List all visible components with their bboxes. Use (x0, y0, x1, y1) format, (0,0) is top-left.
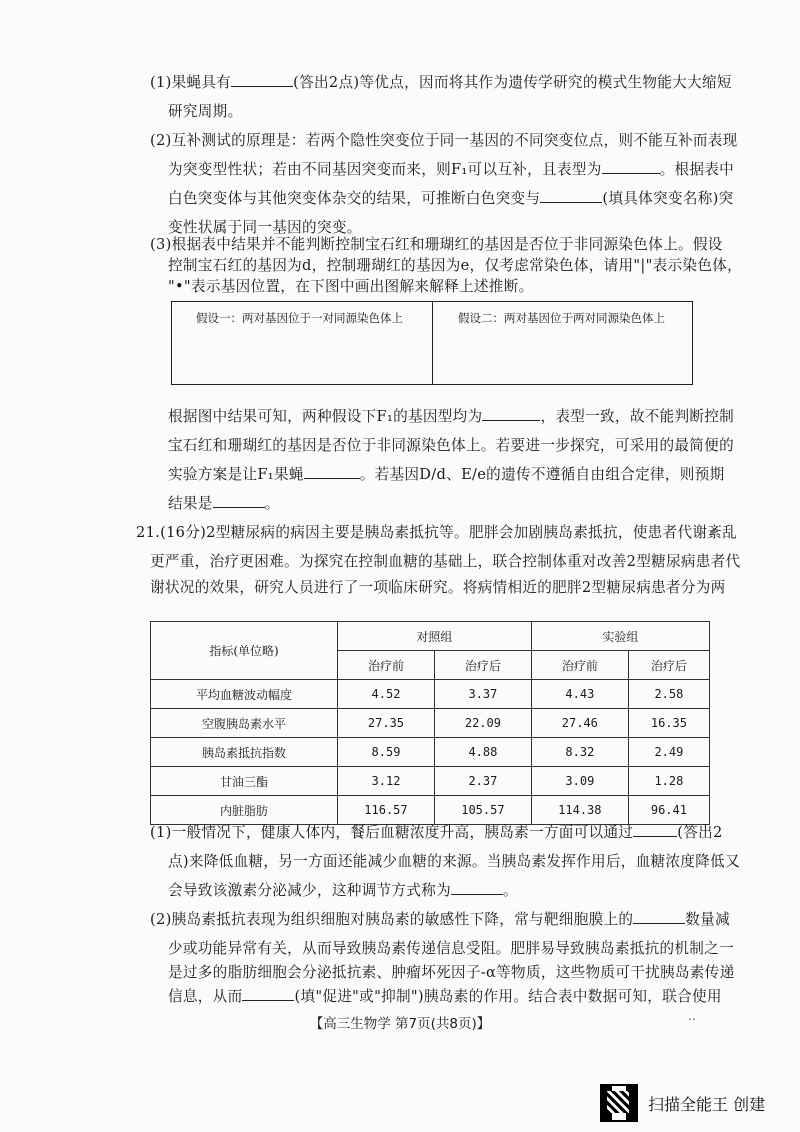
hypothesis-one-cell[interactable] (172, 302, 433, 384)
q21-part1-line1: (1)一般情况下，健康人体内，餐后血糖浓度升高，胰岛素一方面可以通过 (答出2 (150, 818, 710, 847)
cell-value: 8.32 (531, 738, 628, 767)
q21-part2-line4: 信息，从而 (填"促进"或"抑制")胰岛素的作用。结合表中数据可知，联合使用 (168, 982, 728, 1011)
q20-part3-line7: 结果是 。 (168, 489, 728, 518)
scanner-label: 扫描全能王 创建 (648, 1094, 766, 1114)
cell-value: 1.28 (628, 767, 709, 796)
table-header-experiment: 实验组 (531, 622, 709, 651)
q20-part3-line2: 控制宝石红的基因为d，控制珊瑚红的基因为e，仅考虑常染色体，请用"|"表示染色体， (168, 257, 742, 274)
q20-part3-line4: 根据图中结果可知，两种假设下F₁的基因型均为 ，表型一致，故不能判断控制 (168, 402, 728, 431)
cell-value: 114.38 (531, 796, 628, 825)
cell-value: 2.37 (434, 767, 531, 796)
cell-value: 8.59 (338, 738, 435, 767)
cell-value: 27.35 (338, 709, 435, 738)
table-header-before: 治疗前 (531, 651, 628, 680)
scanner-watermark (600, 1084, 765, 1122)
cell-value: 4.43 (531, 680, 628, 709)
q21-stem-line2: 更严重，治疗更困难。为探究在控制血糖的基础上，联合控制体重对改善2型糖尿病患者代 (150, 553, 741, 570)
answer-blank[interactable] (633, 820, 677, 837)
answer-blank[interactable] (304, 462, 360, 479)
row-label: 空腹胰岛素水平 (151, 709, 338, 738)
hypothesis-drawing-box (171, 301, 693, 385)
answer-blank[interactable] (602, 157, 660, 174)
table-row (151, 738, 710, 767)
q21-part1-line2: 点)来降低血糖，另一方面还能减少血糖的来源。当胰岛素发挥作用后，血糖浓度降低又 (168, 853, 740, 870)
q20-part3-line5: 宝石红和珊瑚红的基因是否位于非同源染色体上。若要进一步探究，可采用的最简便的 (168, 437, 734, 454)
cell-value: 2.49 (628, 738, 709, 767)
table-header-index: 指标(单位略) (151, 622, 338, 680)
row-label: 平均血糖波动幅度 (151, 680, 338, 709)
cell-value: 3.37 (434, 680, 531, 709)
answer-blank[interactable] (451, 878, 503, 895)
q21-part2-line1: (2)胰岛素抵抗表现为组织细胞对胰岛素的敏感性下降，常与靶细胞膜上的 数量减 (150, 905, 710, 934)
row-label: 甘油三酯 (151, 767, 338, 796)
table-header-before: 治疗前 (338, 651, 435, 680)
cell-value: 4.88 (434, 738, 531, 767)
table-header-after: 治疗后 (628, 651, 709, 680)
hypothesis-two-cell[interactable] (434, 302, 692, 384)
cell-value: 116.57 (338, 796, 435, 825)
table-row (151, 767, 710, 796)
q20-part1-line1: (1)果蝇具有 (答出2点)等优点，因而将其作为遗传学研究的模式生物能大大缩短 (150, 68, 710, 97)
q21-stem-line3: 谢状况的效果，研究人员进行了一项临床研究。将病情相近的肥胖2型糖尿病患者分为两 (150, 579, 726, 596)
q20-part2-line2: 为突变型性状；若由不同基因突变而来，则F₁可以互补，且表型为 。根据表中 (168, 155, 728, 184)
q20-part3-line3: "•"表示基因位置，在下图中画出图解来解释上述推断。 (168, 278, 534, 295)
q20-part2-line1: (2)互补测试的原理是：若两个隐性突变位于同一基因的不同突变位点，则不能互补而表现 (150, 132, 738, 149)
q21-part2-line2: 少或功能异常有关，从而导致胰岛素传递信息受阻。肥胖易导致胰岛素抵抗的机制之一 (168, 940, 734, 957)
answer-blank[interactable] (242, 984, 294, 1001)
row-label: 内脏脂肪 (151, 796, 338, 825)
cell-value: 27.46 (531, 709, 628, 738)
q20-part3-line6: 实验方案是让F₁果蝇 。若基因D/d、E/e的遗传不遵循自由组合定律，则预期 (168, 460, 728, 489)
answer-blank[interactable] (482, 404, 540, 421)
cell-value: 96.41 (628, 796, 709, 825)
hypothesis-two-label: 假设二：两对基因位于两对同源染色体上 (458, 311, 665, 325)
answer-blank[interactable] (633, 907, 685, 924)
cell-value: 105.57 (434, 796, 531, 825)
cell-value: 16.35 (628, 709, 709, 738)
cell-value: 4.52 (338, 680, 435, 709)
q20-part1-line2: 研究周期。 (168, 103, 243, 120)
cell-value: 22.09 (434, 709, 531, 738)
answer-blank[interactable] (540, 186, 602, 203)
q20-part2-line3: 白色突变体与其他突变体杂交的结果，可推断白色突变与 (填具体突变名称)突 (168, 184, 728, 213)
q21-stem-line1: 21.(16分)2型糖尿病的病因主要是胰岛素抵抗等。肥胖会加剧胰岛素抵抗，使患者代谢紊乱 (136, 524, 738, 541)
cell-value: 3.12 (338, 767, 435, 796)
table-row (151, 709, 710, 738)
q21-part1-line3: 会导致该激素分泌减少，这种调节方式称为 。 (168, 876, 728, 905)
table-header-after: 治疗后 (434, 651, 531, 680)
row-label: 胰岛素抵抗指数 (151, 738, 338, 767)
table-row (151, 680, 710, 709)
answer-blank[interactable] (213, 491, 265, 508)
q20-part3-line1: (3)根据表中结果并不能判断控制宝石红和珊瑚红的基因是否位于非同源染色体上。假设 (150, 236, 723, 253)
answer-blank[interactable] (231, 70, 293, 87)
cell-value: 2.58 (628, 680, 709, 709)
hypothesis-one-label: 假设一：两对基因位于一对同源染色体上 (196, 311, 403, 325)
cell-value: 3.09 (531, 767, 628, 796)
q21-part2-line3: 是过多的脂肪细胞会分泌抵抗素、肿瘤坏死因子-α等物质，这些物质可干扰胰岛素传递 (168, 964, 735, 981)
table-header-control: 对照组 (338, 622, 532, 651)
results-table (150, 621, 710, 825)
q20-part2-line4: 变性状属于同一基因的突变。 (168, 219, 362, 236)
qr-code-icon (600, 1084, 638, 1122)
page-footer: 【高三生物学 第7页(共8页)】 (309, 1016, 491, 1032)
footer-mark: .. (688, 1009, 696, 1023)
